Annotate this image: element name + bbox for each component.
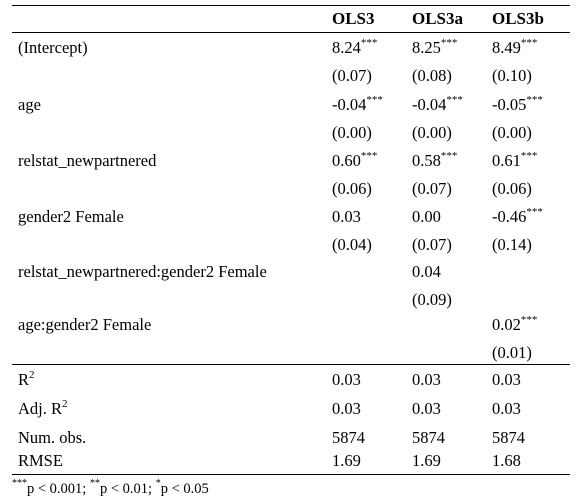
estimate-value: 0.61 [492, 151, 521, 170]
coefficient-estimate [412, 95, 463, 115]
standard-error: (0.00) [492, 123, 532, 142]
estimate-value: -0.04 [332, 95, 367, 114]
gof-rule [12, 364, 570, 365]
footnote-text: p < 0.05 [160, 481, 209, 497]
standard-error: (0.00) [332, 123, 372, 142]
standard-error: (0.09) [412, 290, 452, 309]
gof-value: 0.03 [412, 399, 441, 418]
gof-label-text: R [18, 370, 30, 389]
estimate-value: 8.25 [412, 38, 441, 57]
gof-label-text: Adj. R [18, 399, 63, 418]
gof-value: 0.03 [332, 399, 361, 418]
significance-stars: *** [366, 93, 383, 106]
standard-error: (0.08) [412, 66, 452, 85]
top-rule [12, 5, 570, 6]
estimate-value: 0.58 [412, 151, 441, 170]
estimate-value: -0.05 [492, 95, 527, 114]
gof-label-superscript: 2 [29, 368, 35, 381]
coefficient-estimate [492, 38, 537, 58]
footnote-stars: ** [89, 478, 100, 490]
standard-error: (0.00) [412, 123, 452, 142]
row-label: age [18, 95, 41, 114]
column-header: OLS3 [332, 9, 375, 28]
coefficient-estimate [412, 151, 457, 171]
estimate-value: 8.24 [332, 38, 361, 57]
row-label: age:gender2 Female [18, 315, 152, 334]
estimate-value: 8.49 [492, 38, 521, 57]
standard-error: (0.07) [412, 235, 452, 254]
standard-error: (0.14) [492, 235, 532, 254]
coefficient-estimate [332, 207, 361, 227]
footnote-stars: * [155, 478, 161, 490]
significance-stars: *** [360, 36, 378, 49]
row-label: (Intercept) [18, 38, 88, 57]
footnote-text: p < 0.001; [27, 481, 90, 497]
significance-stars: *** [440, 36, 458, 49]
gof-label-text: Num. obs. [18, 428, 87, 447]
standard-error: (0.06) [332, 179, 372, 198]
bottom-rule [12, 474, 570, 475]
standard-error: (0.07) [412, 179, 452, 198]
estimate-value: -0.46 [492, 207, 527, 226]
gof-value: 0.03 [332, 370, 361, 389]
significance-stars: *** [520, 313, 538, 326]
coefficient-estimate [412, 38, 457, 58]
gof-value: 1.69 [332, 451, 361, 470]
gof-value: 0.03 [492, 370, 521, 389]
row-label: relstat_newpartnered:gender2 Female [18, 262, 267, 281]
estimate-value: 0.04 [412, 262, 441, 281]
row-label: relstat_newpartnered [18, 151, 157, 170]
header-rule [12, 32, 570, 33]
gof-value: 5874 [492, 428, 525, 447]
coefficient-estimate [492, 207, 543, 227]
coefficient-estimate [492, 95, 543, 115]
significance-stars: *** [526, 93, 543, 106]
gof-value: 5874 [332, 428, 365, 447]
gof-value: 0.03 [492, 399, 521, 418]
standard-error: (0.10) [492, 66, 532, 85]
coefficient-estimate [492, 315, 537, 335]
significance-stars: *** [360, 149, 378, 162]
coefficient-estimate [332, 151, 377, 171]
significance-stars: *** [520, 36, 538, 49]
significance-footnote [12, 480, 209, 498]
significance-stars: *** [526, 205, 543, 218]
significance-stars: *** [440, 149, 458, 162]
standard-error: (0.06) [492, 179, 532, 198]
significance-stars: *** [520, 149, 538, 162]
estimate-value: 0.02 [492, 315, 521, 334]
gof-label [18, 451, 63, 471]
column-header: OLS3a [412, 9, 464, 28]
gof-label [18, 428, 86, 448]
gof-label [18, 370, 35, 390]
gof-value: 0.03 [412, 370, 441, 389]
standard-error: (0.04) [332, 235, 372, 254]
gof-label-superscript: 2 [62, 397, 68, 410]
estimate-value: 0.60 [332, 151, 361, 170]
standard-error: (0.01) [492, 343, 532, 362]
footnote-stars: *** [12, 478, 27, 490]
gof-value: 1.69 [412, 451, 441, 470]
coefficient-estimate [492, 151, 537, 171]
coefficient-estimate [412, 262, 441, 282]
estimate-value: 0.03 [332, 207, 361, 226]
gof-value: 5874 [412, 428, 445, 447]
gof-value: 1.68 [492, 451, 521, 470]
row-label: gender2 Female [18, 207, 124, 226]
gof-label-text: RMSE [18, 451, 63, 470]
coefficient-estimate [412, 207, 441, 227]
footnote-text: p < 0.01; [99, 481, 156, 497]
standard-error: (0.07) [332, 66, 372, 85]
gof-label [18, 399, 68, 419]
significance-stars: *** [446, 93, 463, 106]
column-header: OLS3b [492, 9, 544, 28]
coefficient-estimate [332, 95, 383, 115]
coefficient-estimate [332, 38, 377, 58]
estimate-value: -0.04 [412, 95, 447, 114]
estimate-value: 0.00 [412, 207, 441, 226]
